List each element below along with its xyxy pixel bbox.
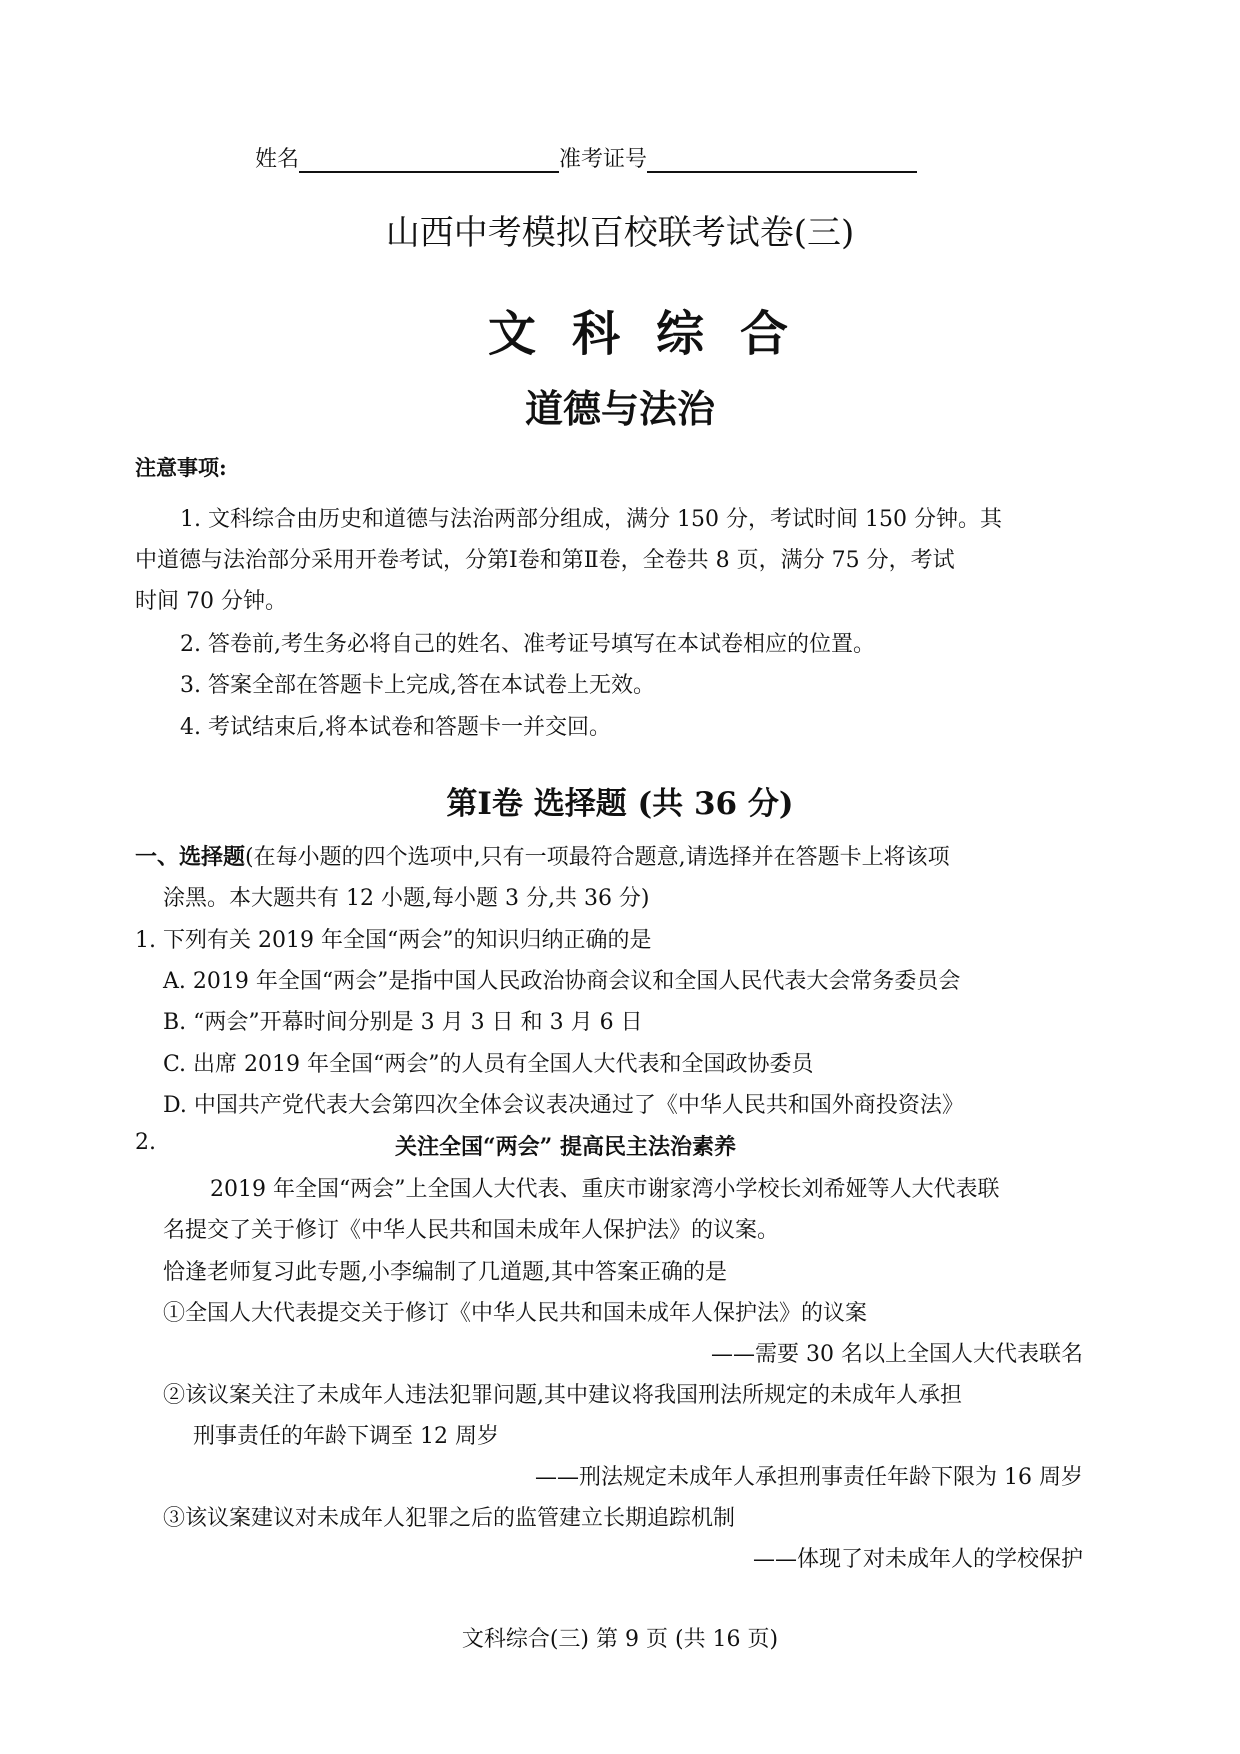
q2-item-3: ③该议案建议对未成年人犯罪之后的监管建立长期追踪机制 xyxy=(163,1506,736,1531)
q2-number: 2. xyxy=(135,1130,156,1155)
note-item-1-line-2: 中道德与法治部分采用开卷考试，分第Ⅰ卷和第Ⅱ卷，全卷共 8 页，满分 75 分，考试 xyxy=(135,548,955,573)
note-item-3: 3. 答案全部在答题卡上完成,答在本试卷上无效。 xyxy=(180,673,655,698)
subsubject-title: 道德与法治 xyxy=(524,386,715,431)
q2-item-1: ①全国人大代表提交关于修订《中华人民共和国未成年人保护法》的议案 xyxy=(163,1301,868,1326)
q1-option-b: B. “两会”开幕时间分别是 3 月 3 日 和 3 月 6 日 xyxy=(163,1010,643,1035)
q2-item-3-answer: ——体现了对未成年人的学校保护 xyxy=(752,1547,1083,1572)
note-item-1-line-3: 时间 70 分钟。 xyxy=(135,589,287,614)
q1-stem: 1. 下列有关 2019 年全国“两会”的知识归纳正确的是 xyxy=(135,928,652,953)
q2-paragraph-line-2: 名提交了关于修订《中华人民共和国未成年人保护法》的议案。 xyxy=(163,1218,780,1243)
section-title: 第Ⅰ卷 选择题 (共 36 分) xyxy=(446,786,794,822)
notes-heading: 注意事项: xyxy=(135,455,227,480)
candidate-info-row xyxy=(255,142,917,173)
q1-option-d: D. 中国共产党代表大会第四次全体会议表决通过了《中华人民共和国外商投资法》 xyxy=(163,1093,964,1118)
q2-title: 关注全国“两会” 提高民主法治素养 xyxy=(395,1134,736,1160)
part1-heading-line-2: 涂黑。本大题共有 12 小题,每小题 3 分,共 36 分) xyxy=(163,886,650,911)
note-item-2: 2. 答卷前,考生务必将自己的姓名、准考证号填写在本试卷相应的位置。 xyxy=(180,632,875,657)
q2-item-2-answer: ——刑法规定未成年人承担刑事责任年龄下限为 16 周岁 xyxy=(535,1465,1083,1490)
part1-heading-rest: (在每小题的四个选项中,只有一项最符合题意,请选择并在答题卡上将该项 xyxy=(245,845,950,870)
subject-title: 文科综合 xyxy=(487,306,824,362)
note-item-4: 4. 考试结束后,将本试卷和答题卡一并交回。 xyxy=(180,715,611,740)
exam-id-blank xyxy=(647,149,917,173)
exam-title: 山西中考模拟百校联考试卷(三) xyxy=(385,213,855,253)
q2-intro: 恰逢老师复习此专题,小李编制了几道题,其中答案正确的是 xyxy=(163,1260,727,1285)
page-footer: 文科综合(三) 第 9 页 (共 16 页) xyxy=(461,1627,779,1652)
part1-heading xyxy=(135,840,950,871)
q1-option-c: C. 出席 2019 年全国“两会”的人员有全国人大代表和全国政协委员 xyxy=(163,1052,814,1077)
name-label: 姓名 xyxy=(255,147,300,172)
name-blank xyxy=(299,149,559,173)
q2-item-2-line-2: 刑事责任的年龄下调至 12 周岁 xyxy=(193,1424,499,1449)
q2-item-2-line-1: ②该议案关注了未成年人违法犯罪问题,其中建议将我国刑法所规定的未成年人承担 xyxy=(163,1383,962,1408)
q2-item-1-answer: ——需要 30 名以上全国人大代表联名 xyxy=(711,1342,1083,1367)
part1-heading-bold: 一、选择题 xyxy=(135,844,246,870)
q2-paragraph-line-1: 2019 年全国“两会”上全国人大代表、重庆市谢家湾小学校长刘希娅等人大代表联 xyxy=(210,1177,1000,1202)
note-item-1-line-1: 1. 文科综合由历史和道德与法治两部分组成，满分 150 分，考试时间 150 分钟。其 xyxy=(180,507,1002,532)
exam-id-label: 准考证号 xyxy=(559,147,648,172)
q1-option-a: A. 2019 年全国“两会”是指中国人民政治协商会议和全国人民代表大会常务委员会 xyxy=(163,969,961,994)
